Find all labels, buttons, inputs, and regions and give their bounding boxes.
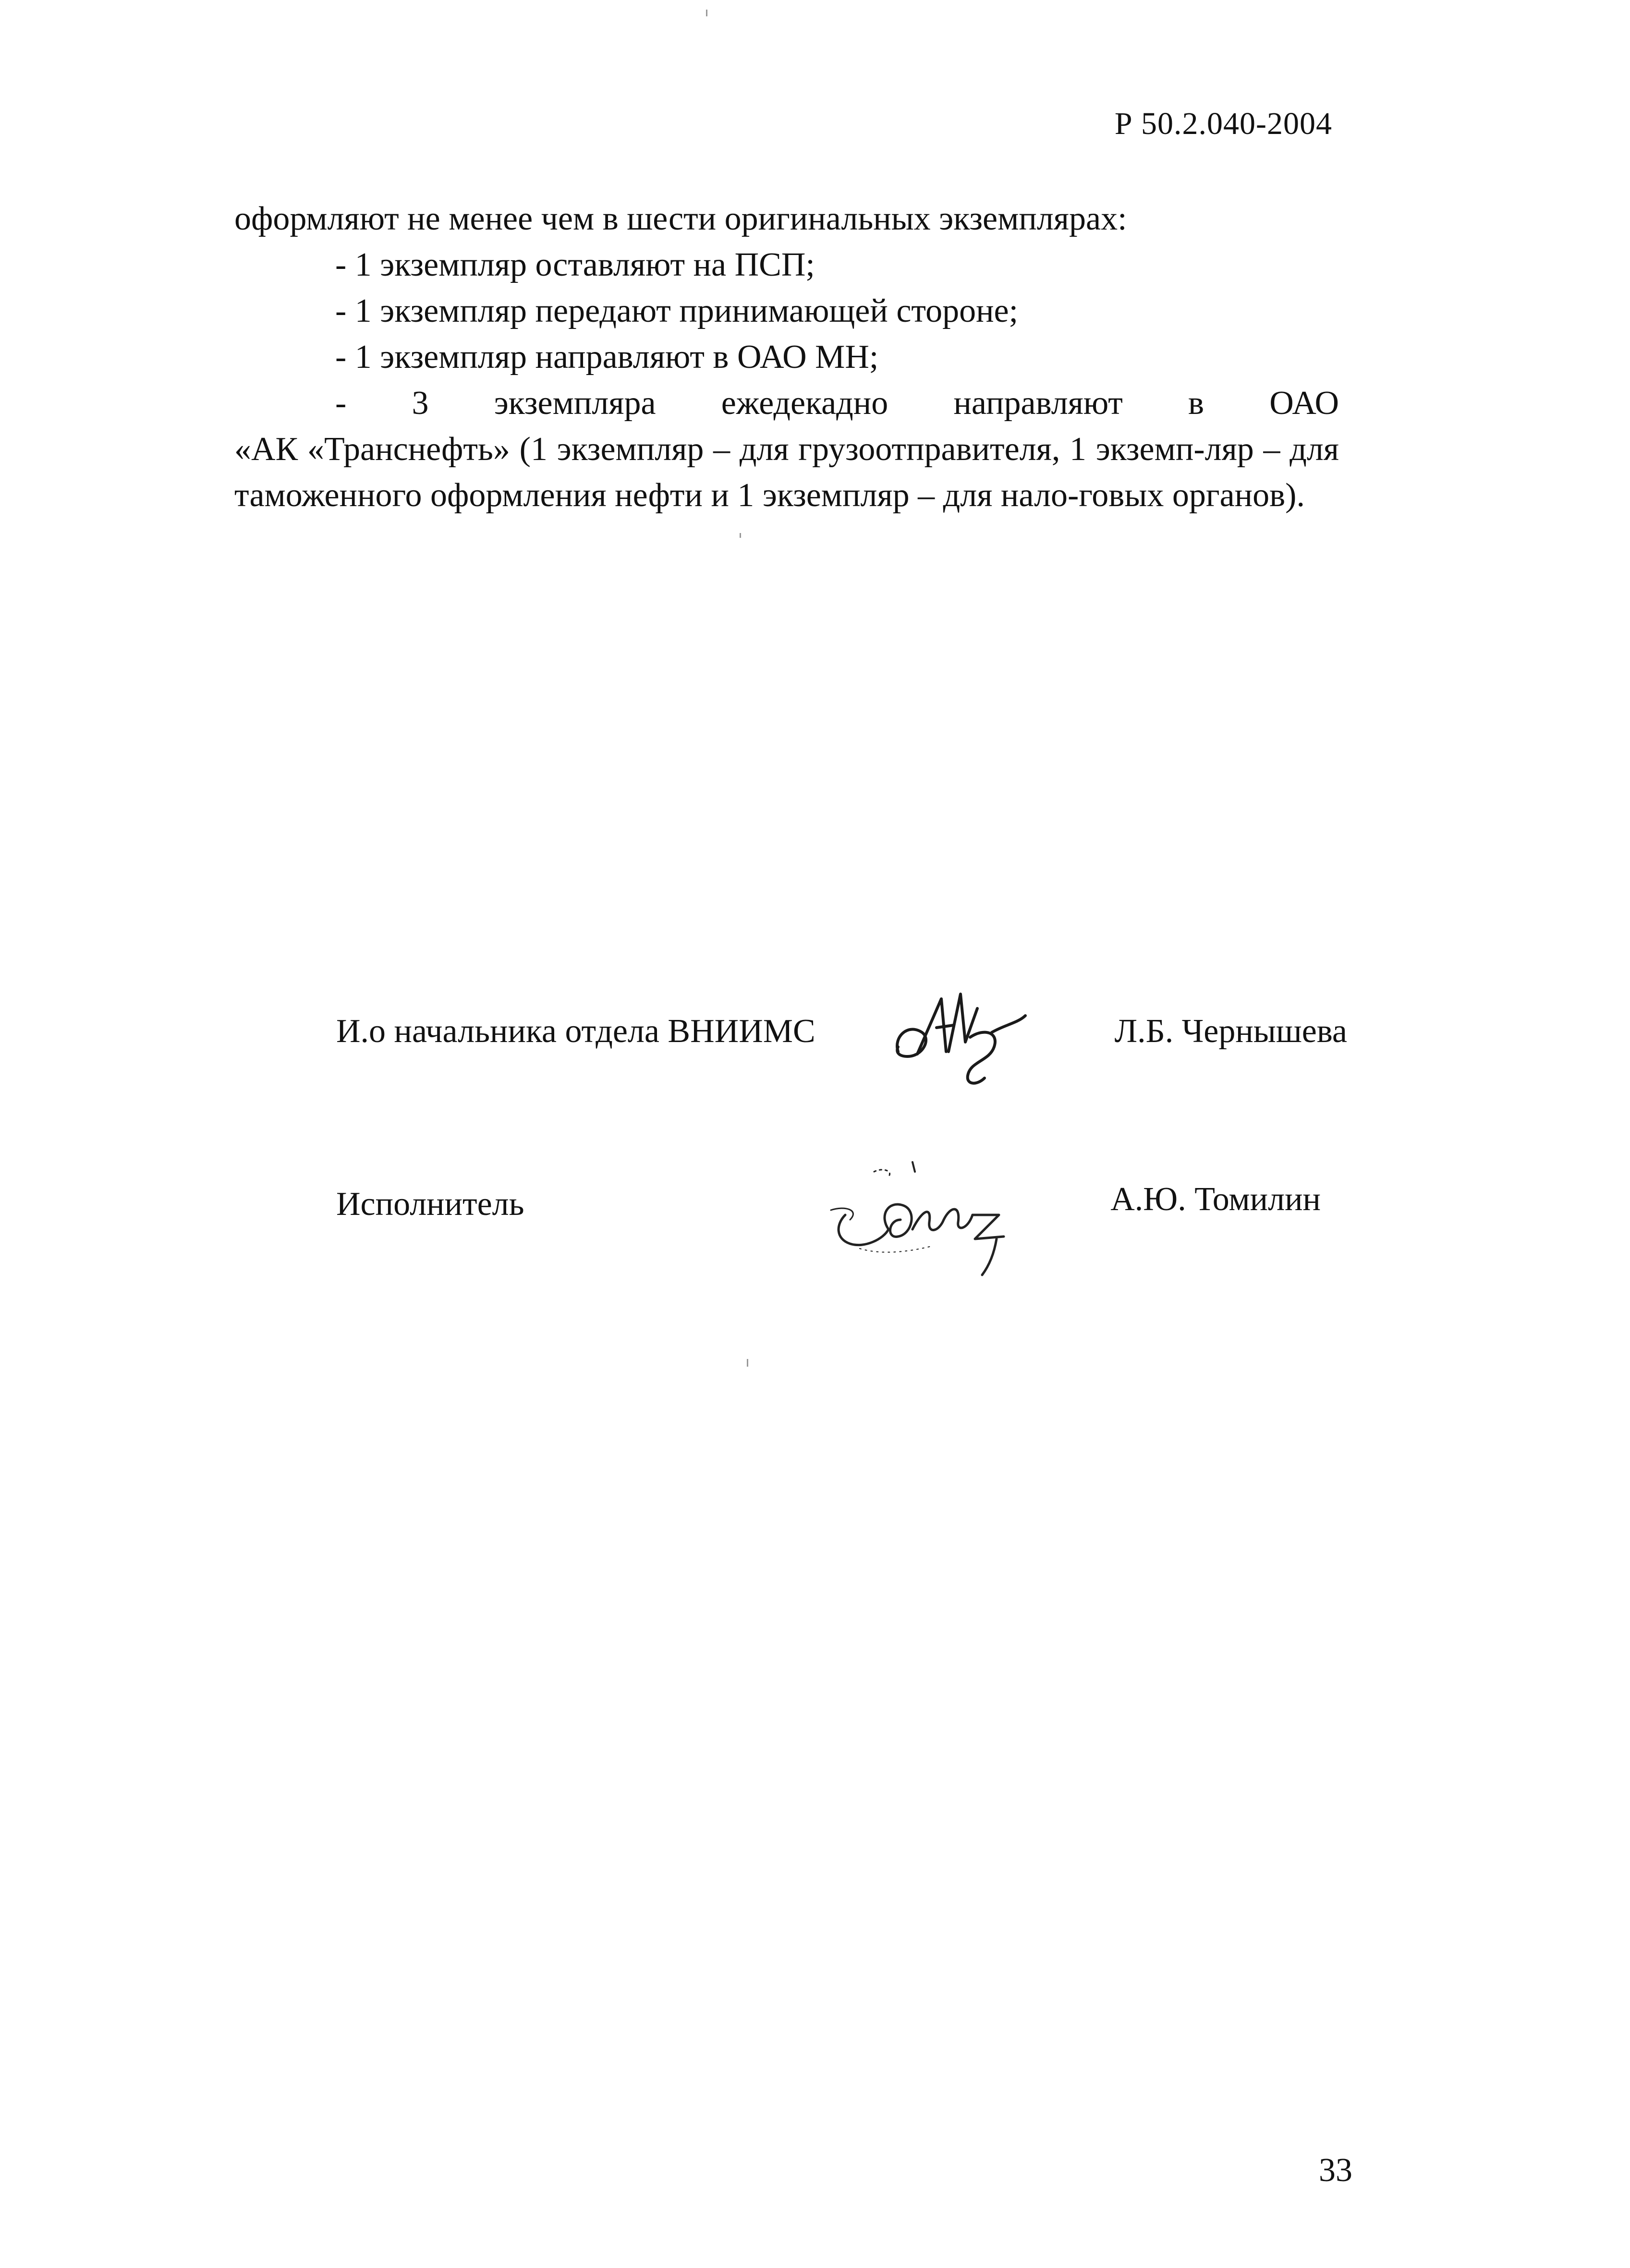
handwritten-signature: [816, 1143, 1037, 1287]
signatory-role: Исполнитель: [336, 1186, 524, 1223]
intro-paragraph: оформляют не менее чем в шести оригинальных экземплярах:: [234, 200, 1127, 237]
signatory-role: И.о начальника отдела ВНИИМС: [336, 1013, 815, 1050]
signature-row: [336, 1162, 1345, 1306]
handwritten-signature: [888, 980, 1033, 1095]
list-item: - 1 экземпляр оставляют на ПСП;: [335, 246, 815, 283]
list-item: - 1 экземпляр передают принимающей стороне;: [335, 292, 1019, 329]
signatory-name: Л.Б. Чернышева: [1114, 1013, 1347, 1050]
list-item-last: [234, 380, 1339, 519]
scan-speck: [706, 10, 707, 16]
list-item: - 1 экземпляр направляют в ОАО МН;: [335, 339, 879, 376]
body-text: [234, 196, 1339, 519]
signature-row: [336, 980, 1345, 1076]
scan-speck: [747, 1359, 748, 1367]
signatory-name: А.Ю. Томилин: [1110, 1181, 1321, 1218]
document-code: Р 50.2.040-2004: [1114, 106, 1332, 141]
list-item-last-continuation: «АК «Транснефть» (1 экземпляр – для грузоотправителя, 1 экземп-ляр – для таможенного оформления нефти и 1 экземпляр – для нало-говых органов).: [234, 431, 1339, 514]
scan-speck: [740, 533, 741, 538]
list-item-last-first-line: - 3 экземпляра ежедекадно направляют в ОАО: [335, 385, 1339, 422]
page-number: 33: [1319, 2152, 1352, 2189]
